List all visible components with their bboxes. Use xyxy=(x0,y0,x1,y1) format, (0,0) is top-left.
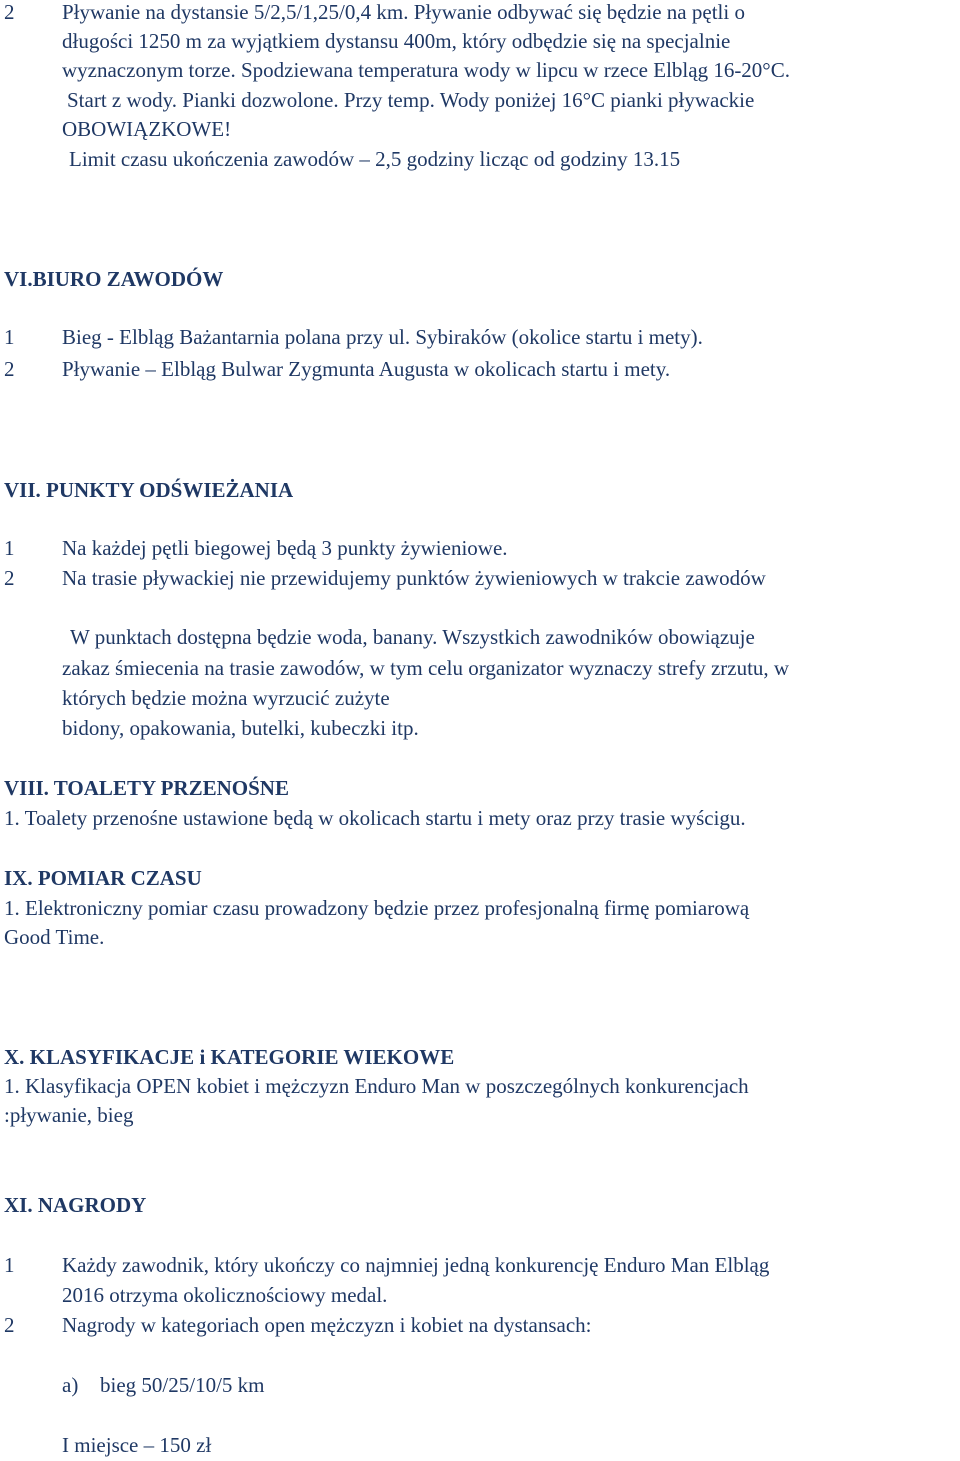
item-number: 2 xyxy=(4,0,15,24)
paragraph-line: Start z wody. Pianki dozwolone. Przy temp. Wody poniżej 16°C pianki pływackie xyxy=(67,88,755,112)
list-item: Na każdej pętli biegowej będą 3 punkty żywieniowe. xyxy=(62,536,508,560)
paragraph-line: 1. Toalety przenośne ustawione będą w okolicach startu i mety oraz przy trasie wyścigu. xyxy=(4,806,746,830)
item-number: 1 xyxy=(4,536,15,560)
paragraph-line: długości 1250 m za wyjątkiem dystansu 400m, który odbędzie się na specjalnie xyxy=(62,29,731,53)
paragraph-line: :pływanie, bieg xyxy=(4,1103,134,1127)
list-item: 2016 otrzyma okolicznościowy medal. xyxy=(62,1283,388,1307)
item-number: 1 xyxy=(4,325,15,349)
paragraph-line: zakaz śmiecenia na trasie zawodów, w tym celu organizator wyznaczy strefy zrzutu, w xyxy=(62,656,790,680)
paragraph-line: W punktach dostępna będzie woda, banany. Wszystkich zawodników obowiązuje xyxy=(70,625,755,649)
list-item: Każdy zawodnik, który ukończy co najmniej jedną konkurencję Enduro Man Elbląg xyxy=(62,1253,770,1277)
list-item: Nagrody w kategoriach open mężczyzn i kobiet na dystansach: xyxy=(62,1313,592,1337)
paragraph-line: OBOWIĄZKOWE! xyxy=(62,117,232,141)
paragraph-line: Pływanie na dystansie 5/2,5/1,25/0,4 km. Pływanie odbywać się będzie na pętli o xyxy=(62,0,745,24)
paragraph-line: 1. Elektroniczny pomiar czasu prowadzony będzie przez profesjonalną firmę pomiarową xyxy=(4,896,750,920)
paragraph-line: Limit czasu ukończenia zawodów – 2,5 godziny licząc od godziny 13.15 xyxy=(69,147,681,171)
item-number: 2 xyxy=(4,566,15,590)
section-heading-nagrody: XI. NAGRODY xyxy=(4,1193,147,1217)
paragraph-line: 1. Klasyfikacja OPEN kobiet i mężczyzn Enduro Man w poszczególnych konkurencjach xyxy=(4,1074,749,1098)
section-heading-biuro: VI.BIURO ZAWODÓW xyxy=(4,267,224,291)
section-heading-toalety: VIII. TOALETY PRZENOŚNE xyxy=(4,776,289,800)
paragraph-line: których będzie można wyrzucić zużyte xyxy=(62,686,390,710)
list-item: Na trasie pływackiej nie przewidujemy punktów żywieniowych w trakcie zawodów xyxy=(62,566,766,590)
section-heading-klasyfikacje: X. KLASYFIKACJE i KATEGORIE WIEKOWE xyxy=(4,1045,455,1069)
list-item: Pływanie – Elbląg Bulwar Zygmunta Augusta w okolicach startu i mety. xyxy=(62,357,671,381)
sub-item-label: a) xyxy=(62,1373,79,1397)
paragraph-line: wyznaczonym torze. Spodziewana temperatura wody w lipcu w rzece Elbląg 16-20°C. xyxy=(62,58,790,82)
item-number: 2 xyxy=(4,1313,15,1337)
section-heading-pomiar: IX. POMIAR CZASU xyxy=(4,866,202,890)
paragraph-line: bidony, opakowania, butelki, kubeczki itp. xyxy=(62,716,419,740)
prize-line: I miejsce – 150 zł xyxy=(62,1433,212,1457)
item-number: 1 xyxy=(4,1253,15,1277)
section-heading-punkty: VII. PUNKTY ODŚWIEŻANIA xyxy=(4,478,294,502)
item-number: 2 xyxy=(4,357,15,381)
sub-item-text: bieg 50/25/10/5 km xyxy=(100,1373,265,1397)
paragraph-line: Good Time. xyxy=(4,925,105,949)
list-item: Bieg - Elbląg Bażantarnia polana przy ul. Sybiraków (okolice startu i mety). xyxy=(62,325,703,349)
